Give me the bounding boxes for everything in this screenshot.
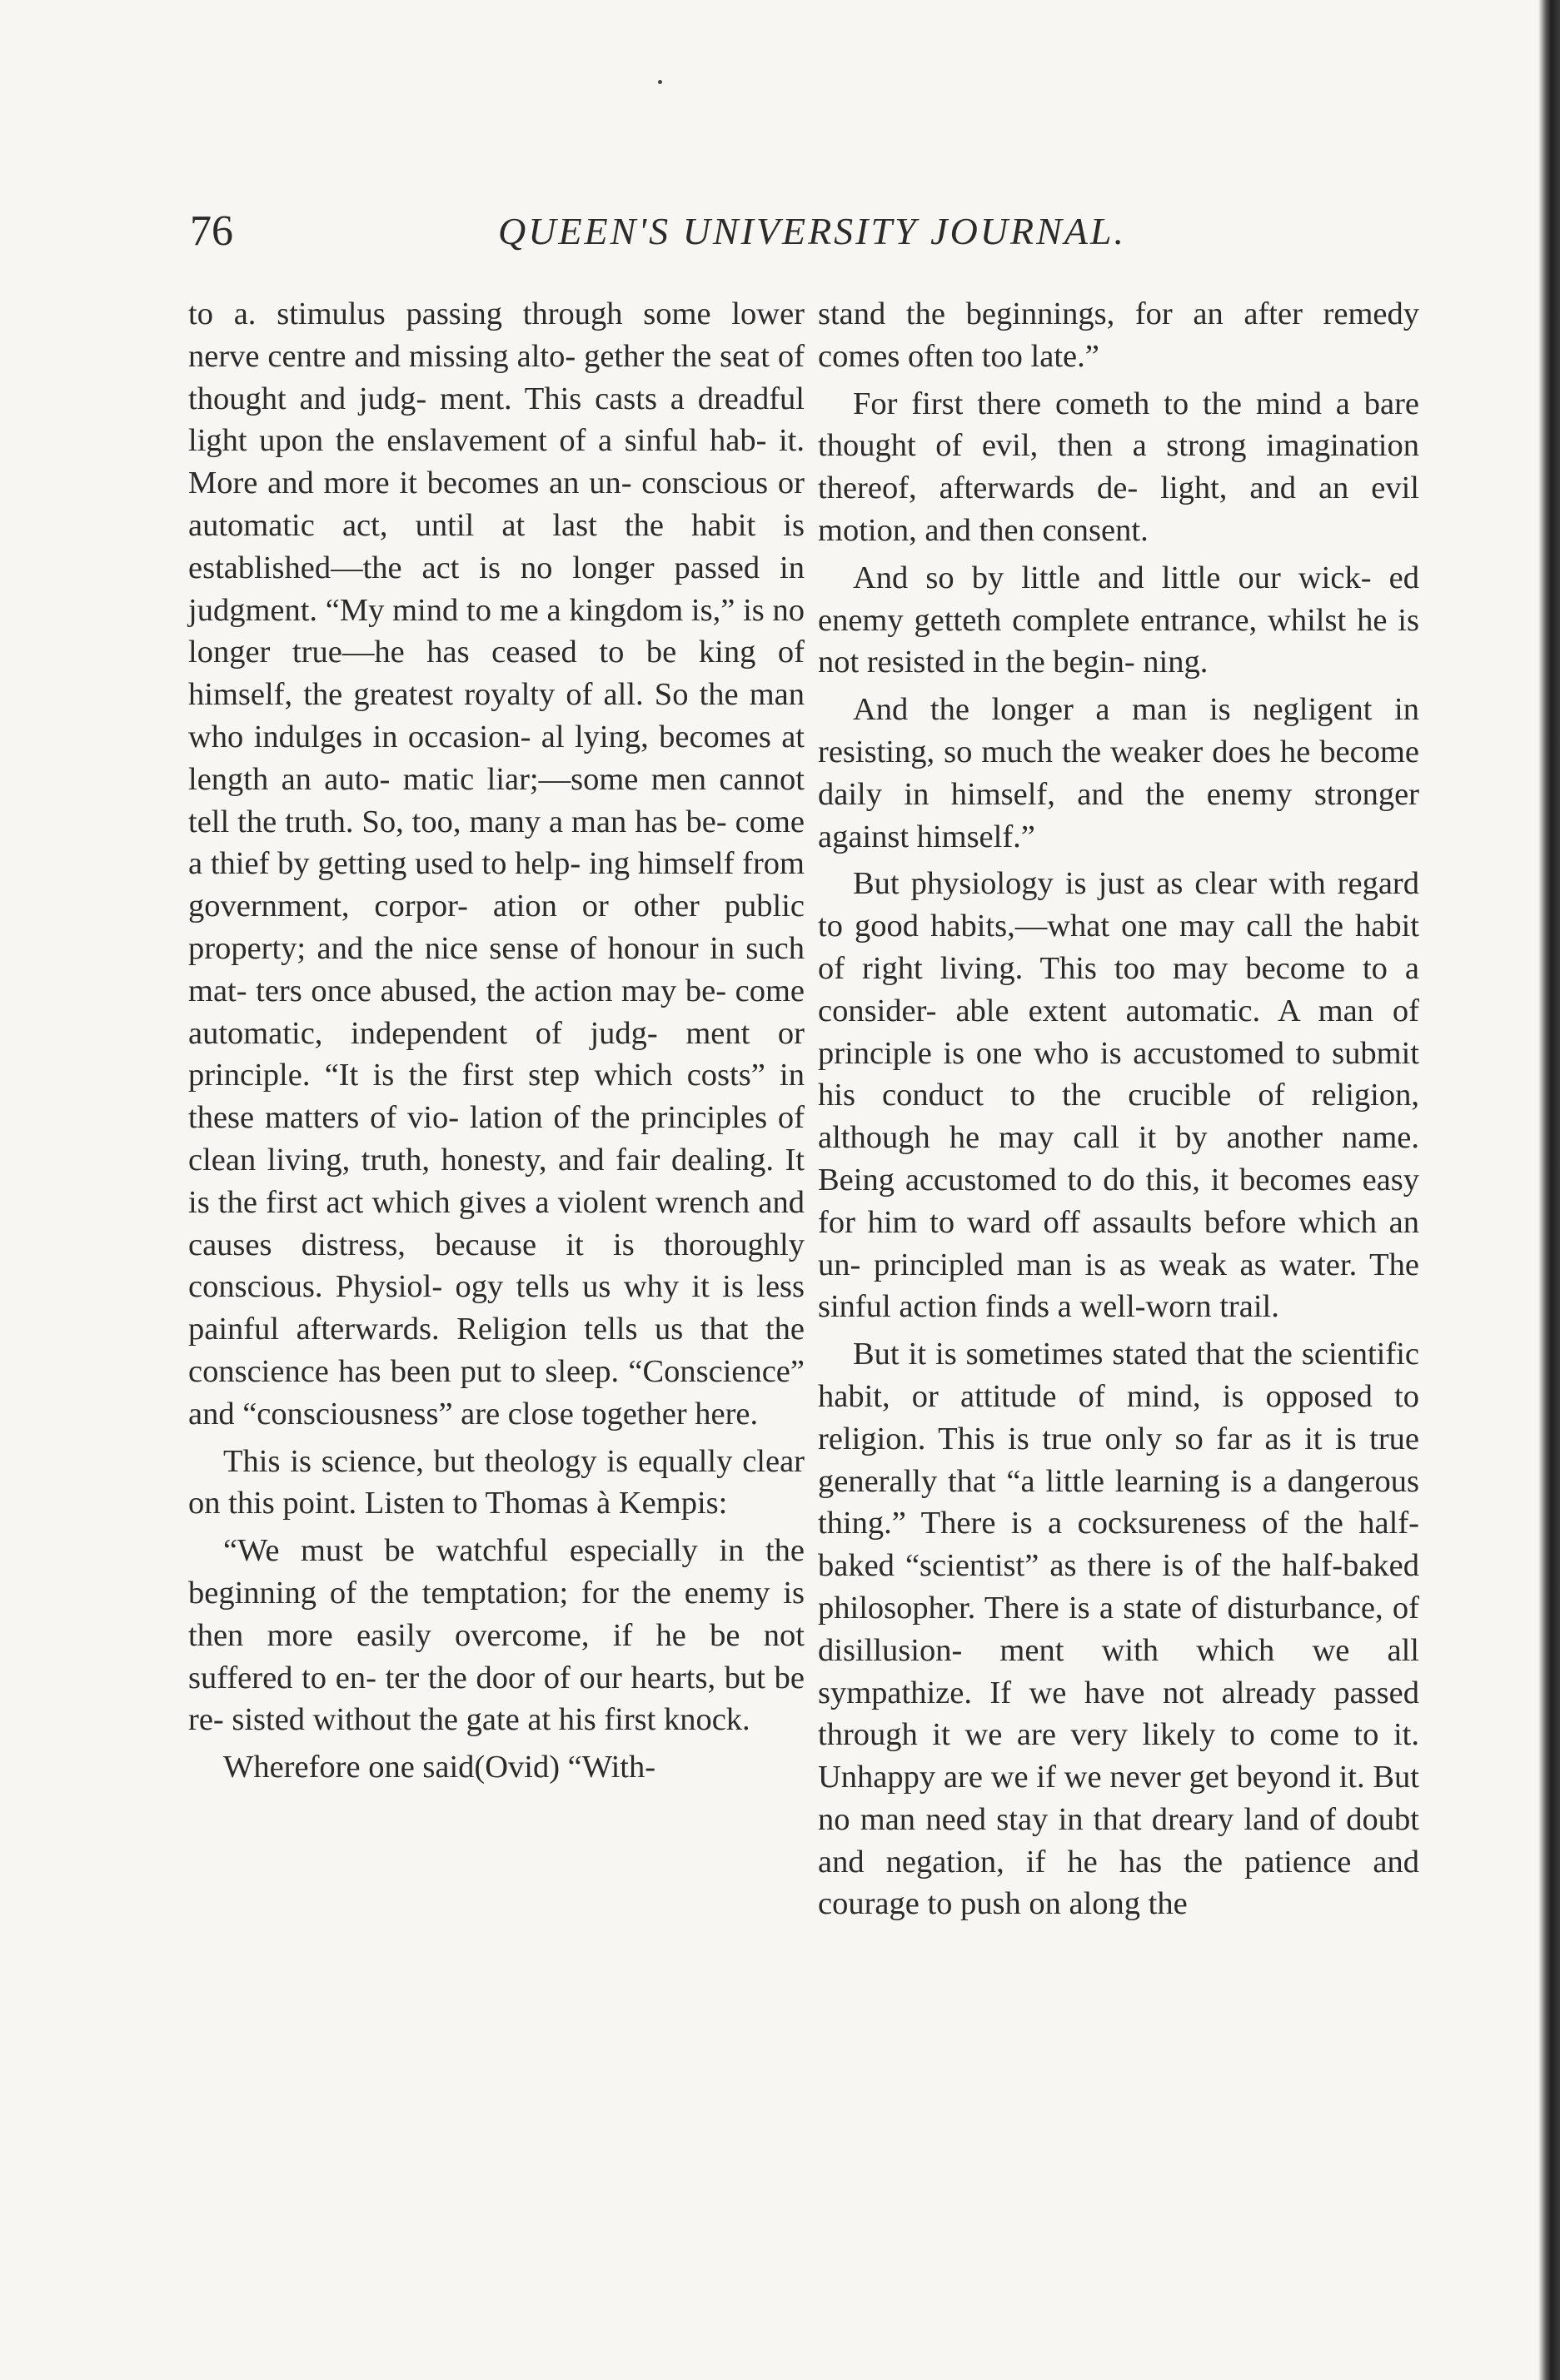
right-column xyxy=(818,293,1419,1930)
paragraph: Wherefore one said(Ovid) “With- xyxy=(223,1750,656,1785)
paragraph: to a. stimulus passing through some lower nerve centre and missing alto- gether the seat of thought and judg- ment. This casts a dreadful light upon the enslavement of a sinful hab- it. More and more it becomes an un- conscious or automatic act, until at last the habit is established—the act is no longer passed in judgment. “My mind to me a kingdom is,” is no longer true—he has ceased to be king of himself, the greatest royalty of all. So the man who indulges in occasion- al lying, becomes at length an auto- matic liar;—some men cannot tell the truth. So, too, many a man has be- come a thief by getting used to help- ing himself from government, corpor- ation or other public property; and the nice sense of honour in such mat- ters once abused, the action may be- come automatic, independent of judg- ment or principle. “It is the first step which costs” in these matters of vio- lation of the principles of clean living, truth, honesty, and fair dealing. It is the first act which gives a violent wrench and causes distress, because it is thoroughly conscious. Physiol- ogy tells us why it is less painful afterwards. Religion tells us that the conscience has been put to sleep. “Conscience” and “consciousness” are close together here. xyxy=(188,296,805,1431)
page-edge-shadow xyxy=(1538,0,1560,2380)
page-header xyxy=(190,198,1156,265)
running-head: QUEEN'S UNIVERSITY JOURNAL. xyxy=(498,210,1126,252)
paragraph: For first there cometh to the mind a bare thought of evil, then a strong imagination thereof, afterwards de- light, and an evil motion, and then consent. xyxy=(818,386,1419,548)
page-number: 76 xyxy=(190,207,233,255)
paragraph: And so by little and little our wick- ed enemy getteth complete entrance, whilst he is not resisted in the begin- ning. xyxy=(818,560,1419,680)
paragraph: stand the beginnings, for an after remedy comes often too late.” xyxy=(818,296,1419,374)
paragraph: But it is sometimes stated that the scientific habit, or attitude of mind, is opposed to religion. This is true only so far as it is true generally that “a little learning is a dangerous thing.” There is a cocksureness of the half- baked “scientist” as there is of the half-baked philosopher. There is a state of disturbance, of disillusion- ment with which we all sympathize. If we have not already passed through it we are very likely to come to it. Unhappy are we if we never get beyond it. But no man need stay in that dreary land of doubt and negation, if he has the patience and courage to push on along the xyxy=(818,1337,1419,1922)
print-speck xyxy=(658,80,662,84)
paragraph: And the longer a man is negligent in resisting, so much the weaker does he become daily in himself, and the enemy stronger against himself.” xyxy=(818,692,1419,854)
paragraph: But physiology is just as clear with regard to good habits,—what one may call the habit of right living. This too may become to a consider- able extent automatic. A man of principle is one who is accustomed to submit his conduct to the crucible of religion, although he may call it by another name. Being accustomed to do this, it becomes easy for him to ward off assaults before which an un- principled man is as weak as water. The sinful action finds a well-worn trail. xyxy=(818,866,1419,1325)
paragraph: This is science, but theology is equally clear on this point. Listen to Thomas à Kempis: xyxy=(188,1443,805,1521)
left-column xyxy=(188,293,805,1794)
quotation-paragraph: “We must be watchful especially in the beginning of the temptation; for the enemy is then more easily overcome, if he be not suffered to en- ter the door of our hearts, but be re- sisted without the gate at his first knock. xyxy=(188,1533,805,1738)
